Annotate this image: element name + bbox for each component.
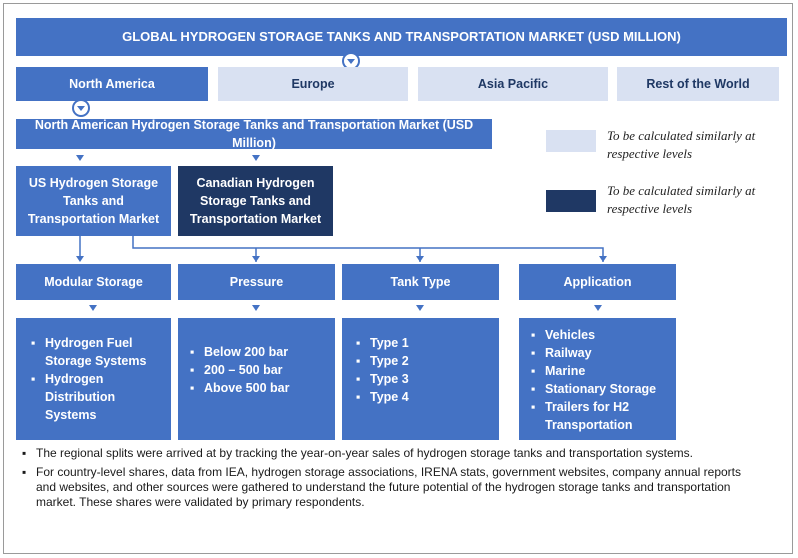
arrow-down-icon: [89, 305, 97, 311]
modular-storage-list: [16, 318, 171, 440]
main-title: GLOBAL HYDROGEN STORAGE TANKS AND TRANSPORTATION MARKET (USD MILLION): [16, 18, 787, 56]
legend-text-light: To be calculated similarly at respective levels: [607, 128, 756, 161]
list-item: ▪ Below 200 bar: [190, 343, 289, 361]
region-europe: Europe: [218, 67, 408, 101]
tank-type-list: [342, 318, 499, 440]
arrow-down-icon: [416, 256, 424, 262]
list-item: ▪ Trailers for H2 Transportation: [531, 398, 668, 434]
list-item: ▪ 200 – 500 bar: [190, 361, 289, 379]
north-america-market-title: North American Hydrogen Storage Tanks and Transportation Market (USD Million): [16, 119, 492, 149]
pressure-list: [178, 318, 335, 440]
region-asia-pacific: Asia Pacific: [418, 67, 608, 101]
legend-text-dark: To be calculated similarly at respective levels: [607, 183, 756, 216]
list-item: ▪ Marine: [531, 362, 668, 380]
list-item: ▪ Hydrogen Distribution Systems: [31, 370, 163, 424]
arrow-down-icon: [599, 256, 607, 262]
arrow-down-icon: [252, 256, 260, 262]
list-item: ▪ Above 500 bar: [190, 379, 289, 397]
segment-header-modular-storage: Modular Storage: [16, 264, 171, 300]
legend-swatch-dark: [546, 190, 596, 212]
application-list: [519, 318, 676, 440]
arrow-down-icon: [252, 305, 260, 311]
list-item: ▪ Vehicles: [531, 326, 668, 344]
list-item: ▪ Stationary Storage: [531, 380, 668, 398]
segment-header-application: Application: [519, 264, 676, 300]
arrow-down-icon: [594, 305, 602, 311]
list-item: ▪ Type 2: [356, 352, 409, 370]
segment-header-pressure: Pressure: [178, 264, 335, 300]
us-market-box: US Hydrogen Storage Tanks and Transportation Market: [16, 166, 171, 236]
list-item: ▪ Type 4: [356, 388, 409, 406]
canada-market-box: Canadian Hydrogen Storage Tanks and Transportation Market: [178, 166, 333, 236]
arrow-down-icon: [416, 305, 424, 311]
arrow-down-icon: [252, 155, 260, 161]
region-north-america: North America: [16, 67, 208, 101]
list-item: ▪ Type 1: [356, 334, 409, 352]
methodology-notes: [22, 446, 757, 514]
arrow-down-icon: [76, 155, 84, 161]
legend-swatch-light: [546, 130, 596, 152]
region-rest-of-world: Rest of the World: [617, 67, 779, 101]
note-item: ▪ The regional splits were arrived at by tracking the year-on-year sales of hydrogen storage tanks and transportation systems.: [22, 446, 757, 461]
list-item: ▪ Hydrogen Fuel Storage Systems: [31, 334, 163, 370]
arrow-down-icon: [76, 256, 84, 262]
segment-header-tank-type: Tank Type: [342, 264, 499, 300]
note-item: ▪ For country-level shares, data from IEA, hydrogen storage associations, IRENA stats, government websites, company annual reports and websites, and other sources were gathered to understand the future potential of the hydrogen storage tanks and transportation market. These shares were validated by primary respondents.: [22, 465, 757, 510]
list-item: ▪ Railway: [531, 344, 668, 362]
list-item: ▪ Type 3: [356, 370, 409, 388]
chevron-down-icon: [72, 99, 90, 117]
